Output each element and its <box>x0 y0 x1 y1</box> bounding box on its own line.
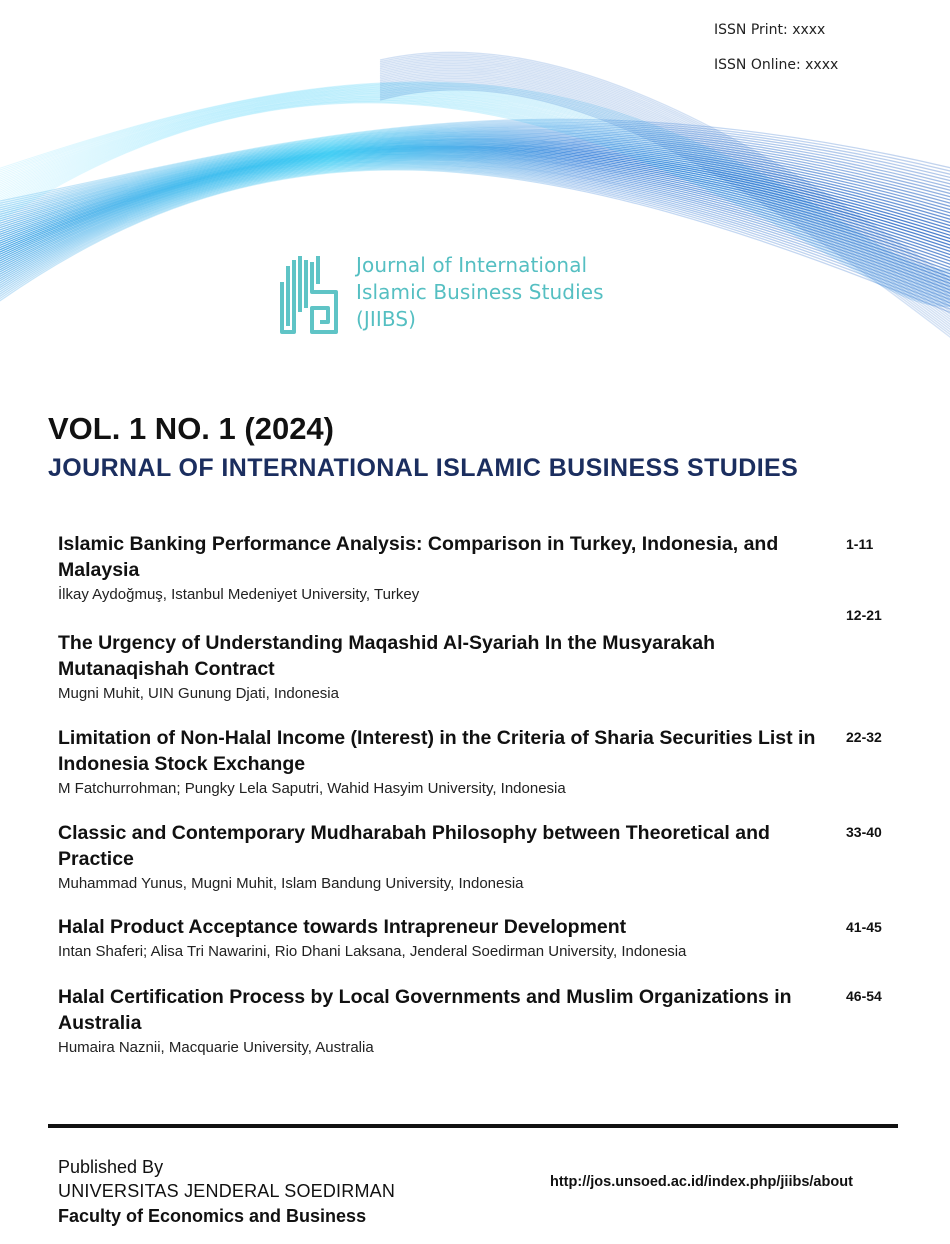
journal-title: JOURNAL OF INTERNATIONAL ISLAMIC BUSINESS STUDIES <box>48 454 799 482</box>
publisher-faculty: Faculty of Economics and Business <box>58 1206 367 1226</box>
article-authors: Humaira Naznii, Macquarie University, Australia <box>58 1039 374 1056</box>
article-pages: 22-32 <box>846 729 882 745</box>
toc-article[interactable] <box>58 531 828 605</box>
article-authors: Muhammad Yunus, Mugni Muhit, Islam Bandung University, Indonesia <box>58 875 524 892</box>
toc-article[interactable] <box>58 914 828 962</box>
article-authors: M Fatchurrohman; Pungky Lela Saputri, Wahid Hasyim University, Indonesia <box>58 780 566 797</box>
article-title[interactable]: Islamic Banking Performance Analysis: Comparison in Turkey, Indonesia, and Malaysia <box>58 533 779 581</box>
issn-online: ISSN Online: xxxx <box>714 57 839 73</box>
publisher-university: UNIVERSITAS JENDERAL SOEDIRMAN <box>58 1181 396 1201</box>
article-title[interactable]: Limitation of Non-Halal Income (Interest) in the Criteria of Sharia Securities List in Indonesia Stock Exchange <box>58 727 816 775</box>
article-title[interactable]: Classic and Contemporary Mudharabah Philosophy between Theoretical and Practice <box>58 822 770 870</box>
logo-text-line3: (JIIBS) <box>356 307 417 331</box>
toc-article[interactable] <box>58 725 828 799</box>
article-authors: İlkay Aydoğmuş, Istanbul Medeniyet University, Turkey <box>58 586 420 603</box>
article-pages: 33-40 <box>846 824 882 840</box>
logo-text-line1: Journal of International <box>356 253 588 277</box>
toc-article[interactable] <box>58 984 828 1058</box>
article-pages: 41-45 <box>846 919 882 935</box>
article-pages: 12-21 <box>846 607 882 623</box>
volume-heading: VOL. 1 NO. 1 (2024) <box>48 411 334 446</box>
published-by-label: Published By <box>58 1157 164 1177</box>
toc-article[interactable] <box>58 820 828 894</box>
article-pages: 1-11 <box>846 536 874 552</box>
footer-divider <box>48 1124 898 1128</box>
article-authors: Mugni Muhit, UIN Gunung Djati, Indonesia <box>58 685 339 702</box>
jiibs-logo-icon <box>276 252 344 336</box>
toc-article[interactable] <box>58 630 828 704</box>
article-pages: 46-54 <box>846 988 882 1004</box>
publisher-block <box>58 1155 395 1229</box>
journal-url-link[interactable]: http://jos.unsoed.ac.id/index.php/jiibs/about <box>550 1174 853 1190</box>
article-title[interactable]: The Urgency of Understanding Maqashid Al-Syariah In the Musyarakah Mutanaqishah Contract <box>58 632 715 680</box>
article-authors: Intan Shaferi; Alisa Tri Nawarini, Rio Dhani Laksana, Jenderal Soedirman University, Indonesia <box>58 943 687 960</box>
journal-logo <box>276 248 636 338</box>
article-title[interactable]: Halal Product Acceptance towards Intrapreneur Development <box>58 916 627 938</box>
issn-print: ISSN Print: xxxx <box>714 22 826 38</box>
article-title[interactable]: Halal Certification Process by Local Governments and Muslim Organizations in Australia <box>58 986 792 1034</box>
logo-text-line2: Islamic Business Studies <box>356 280 604 304</box>
